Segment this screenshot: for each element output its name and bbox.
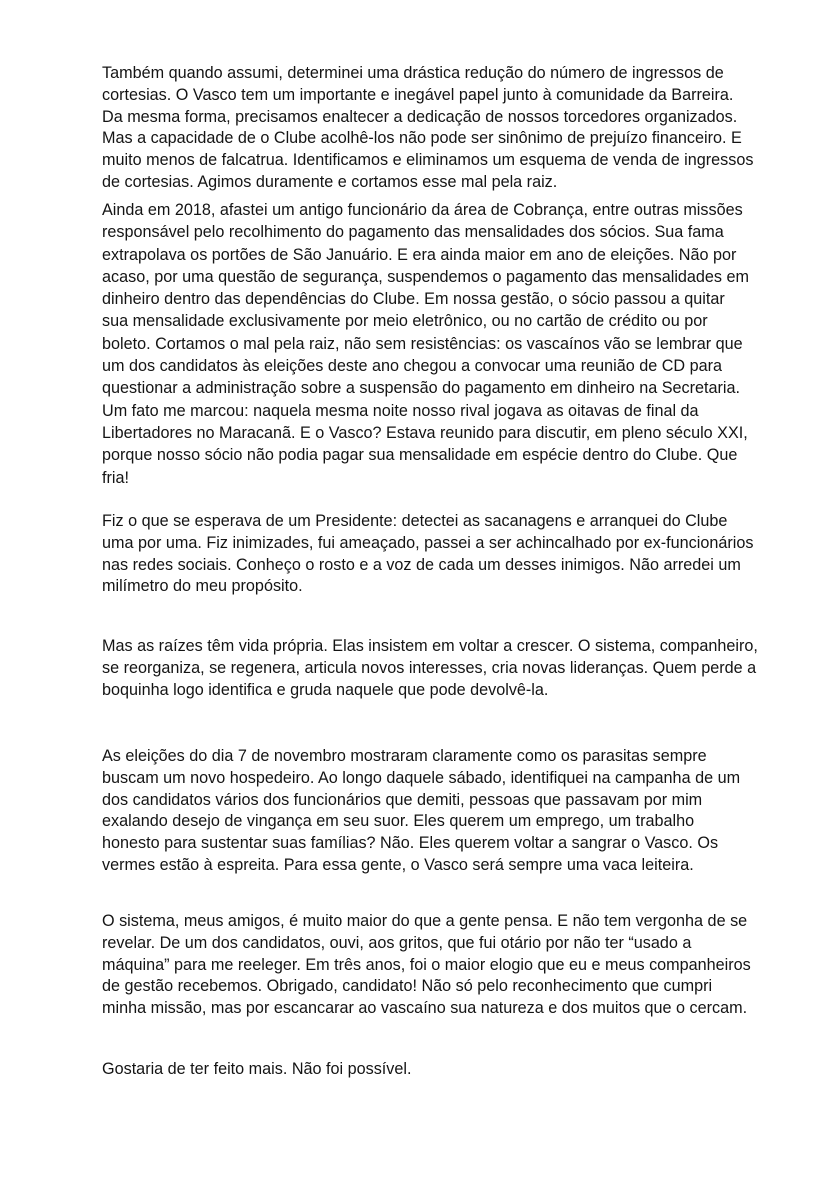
- text-line: Libertadores no Maracanã. E o Vasco? Estava reunido para discutir, em pleno século XXI,: [102, 423, 748, 442]
- paragraph-presidente: [102, 511, 753, 598]
- text-line: nas redes sociais. Conheço o rosto e a voz de cada um desses inimigos. Não arredei um: [102, 555, 741, 574]
- text-line: acaso, por uma questão de segurança, suspendemos o pagamento das mensalidades em: [102, 267, 750, 286]
- text-line: uma por uma. Fiz inimizades, fui ameaçado, passei a ser achincalhado por ex-funcionários: [102, 533, 754, 552]
- paragraph-cortesias: [102, 63, 753, 194]
- text-line: honesto para sustentar suas famílias? Não. Eles querem voltar a sangrar o Vasco. Os: [102, 834, 719, 853]
- text-line: cortesias. O Vasco tem um importante e inegável papel junto à comunidade da Barreira.: [102, 85, 734, 104]
- text-line: Gostaria de ter feito mais. Não foi possível.: [102, 1060, 412, 1078]
- text-line: boquinha logo identifica e gruda naquele que pode devolvê-la.: [102, 680, 549, 699]
- text-line: dinheiro dentro das dependências do Clube. Em nossa gestão, o sócio passou a quitar: [102, 290, 725, 309]
- text-line: responsável pelo recolhimento do pagamento das mensalidades dos sócios. Sua fama: [102, 223, 724, 242]
- text-line: porque nosso sócio não podia pagar sua mensalidade em espécie dentro do Clube. Que: [102, 446, 738, 465]
- text-line: exalando desejo de vingança em seu suor. Eles querem um emprego, um trabalho: [102, 812, 695, 831]
- text-line: se reorganiza, se regenera, articula novos interesses, cria novas lideranças. Quem perde a: [102, 658, 757, 677]
- text-line: fria!: [102, 468, 129, 487]
- text-line: muito menos de falcatrua. Identificamos e eliminamos um esquema de venda de ingressos: [102, 151, 754, 170]
- text-line: vermes estão à espreita. Para essa gente, o Vasco será sempre uma vaca leiteira.: [102, 855, 694, 874]
- paragraph-closing: [102, 1059, 412, 1081]
- text-line: minha missão, mas por escancarar ao vascaíno sua natureza e dos muitos que o cercam.: [102, 999, 748, 1018]
- paragraph-raizes: [102, 636, 758, 701]
- text-line: O sistema, meus amigos, é muito maior do que a gente pensa. E não tem vergonha de se: [102, 912, 748, 930]
- text-line: questionar a administração sobre a suspensão do pagamento em dinheiro na Secretaria.: [102, 379, 740, 398]
- text-line: um dos candidatos às eleições deste ano chegou a convocar uma reunião de CD para: [102, 357, 723, 376]
- text-line: de gestão recebemos. Obrigado, candidato! Não só pelo reconhecimento que cumpri: [102, 977, 713, 996]
- text-line: boleto. Cortamos o mal pela raiz, não sem resistências: os vascaínos vão se lembrar que: [102, 334, 743, 353]
- text-line: Um fato me marcou: naquela mesma noite nosso rival jogava as oitavas de final da: [102, 401, 699, 420]
- text-line: Mas as raízes têm vida própria. Elas insistem em voltar a crescer. O sistema, companheiro,: [102, 637, 758, 655]
- text-line: extrapolava os portões de São Januário. E era ainda maior em ano de eleições. Não por: [102, 245, 737, 264]
- paragraph-cobranca: [102, 199, 749, 489]
- text-line: buscam um novo hospedeiro. Ao longo daquele sábado, identifiquei na campanha de um: [102, 768, 741, 787]
- paragraph-eleicoes: [102, 746, 740, 877]
- text-line: Fiz o que se esperava de um Presidente: detectei as sacanagens e arranquei do Clube: [102, 512, 728, 530]
- text-line: sua mensalidade exclusivamente por meio eletrônico, ou no cartão de crédito ou por: [102, 312, 708, 331]
- text-line: Ainda em 2018, afastei um antigo funcionário da área de Cobrança, entre outras missões: [102, 201, 743, 219]
- text-line: Mas a capacidade de o Clube acolhê-los não pode ser sinônimo de prejuízo financeiro. E: [102, 129, 742, 148]
- text-line: Da mesma forma, precisamos enaltecer a dedicação de nossos torcedores organizados.: [102, 107, 738, 126]
- text-line: revelar. De um dos candidatos, ouvi, aos gritos, que fui otário por não ter “usado a: [102, 933, 692, 952]
- text-line: milímetro do meu propósito.: [102, 577, 303, 596]
- paragraph-sistema: [102, 911, 751, 1020]
- text-line: dos candidatos vários dos funcionários que demiti, pessoas que passavam por mim: [102, 790, 703, 809]
- text-line: máquina” para me reeleger. Em três anos, foi o maior elogio que eu e meus companheiros: [102, 955, 751, 974]
- text-line: Também quando assumi, determinei uma drástica redução do número de ingressos de: [102, 64, 724, 82]
- text-line: As eleições do dia 7 de novembro mostraram claramente como os parasitas sempre: [102, 747, 707, 765]
- text-line: de cortesias. Agimos duramente e cortamos esse mal pela raiz.: [102, 172, 558, 191]
